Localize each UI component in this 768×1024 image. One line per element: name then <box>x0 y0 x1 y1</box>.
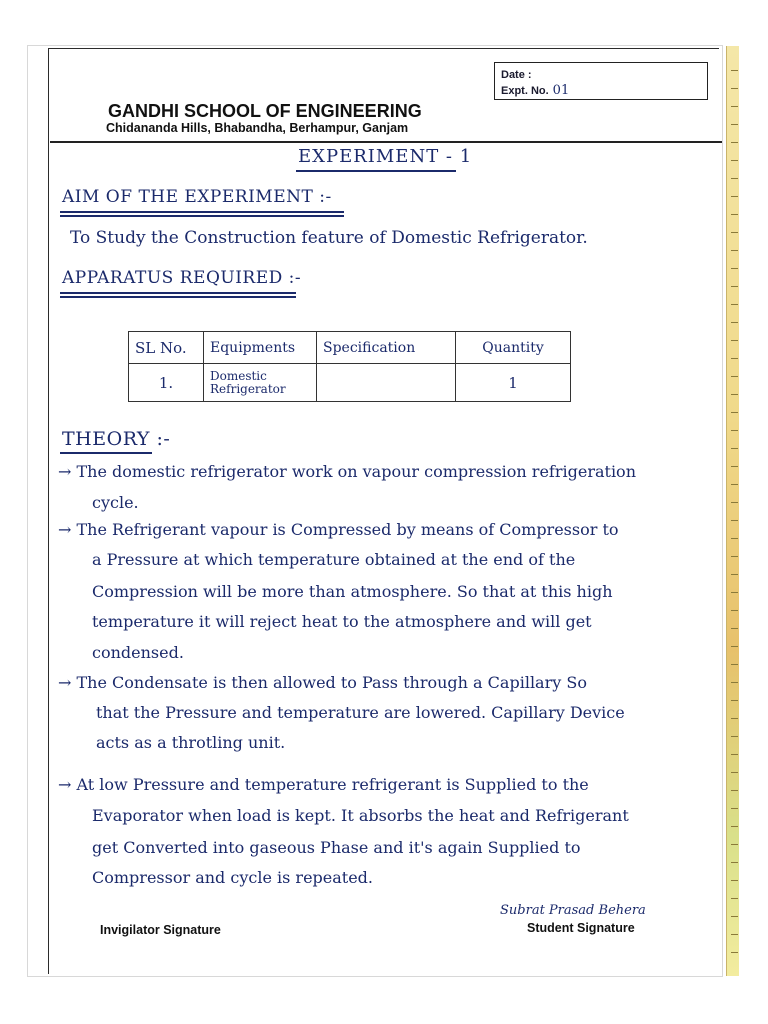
table-header-quantity: Quantity <box>456 332 571 364</box>
edge-tick <box>731 304 738 305</box>
table-row <box>129 364 571 402</box>
theory-line: → At low Pressure and temperature refrigerant is Supplied to the <box>58 775 589 794</box>
edge-tick <box>731 268 738 269</box>
edge-tick <box>731 286 738 287</box>
table-cell-quantity: 1 <box>456 364 571 402</box>
theory-line: → The Condensate is then allowed to Pass through a Capillary So <box>58 673 587 692</box>
edge-tick <box>731 772 738 773</box>
edge-tick <box>731 700 738 701</box>
experiment-title-underline <box>296 170 456 172</box>
theory-line: that the Pressure and temperature are lowered. Capillary Device <box>96 703 625 722</box>
edge-tick <box>731 538 738 539</box>
table-cell-sl: 1. <box>129 364 204 402</box>
theory-line: temperature it will reject heat to the atmosphere and will get <box>92 612 592 631</box>
edge-tick <box>731 160 738 161</box>
school-address: Chidananda Hills, Bhabandha, Berhampur, Ganjam <box>106 121 409 135</box>
theory-line: Evaporator when load is kept. It absorbs the heat and Refrigerant <box>92 806 629 825</box>
table-cell-specification <box>317 364 456 402</box>
invigilator-signature-label: Invigilator Signature <box>100 923 221 937</box>
edge-tick <box>731 106 738 107</box>
edge-tick <box>731 934 738 935</box>
edge-tick <box>731 322 738 323</box>
edge-tick <box>731 358 738 359</box>
edge-tick <box>731 592 738 593</box>
edge-tick <box>731 232 738 233</box>
theory-line: Compression will be more than atmosphere. So that at this high <box>92 582 613 601</box>
edge-tick <box>731 376 738 377</box>
edge-tick <box>731 736 738 737</box>
edge-tick <box>731 628 738 629</box>
header-rule <box>50 141 722 143</box>
edge-tick <box>731 718 738 719</box>
edge-tick <box>731 664 738 665</box>
apparatus-table <box>128 331 571 402</box>
edge-tick <box>731 880 738 881</box>
edge-tick <box>731 682 738 683</box>
date-label: Date : <box>501 69 532 81</box>
edge-tick <box>731 574 738 575</box>
edge-tick <box>731 646 738 647</box>
edge-tick <box>731 430 738 431</box>
theory-line: cycle. <box>92 493 139 512</box>
edge-tick <box>731 502 738 503</box>
edge-tick <box>731 952 738 953</box>
expt-value: 01 <box>552 83 570 98</box>
student-signature: Subrat Prasad Behera <box>500 903 646 918</box>
theory-line: Compressor and cycle is repeated. <box>92 868 374 887</box>
apparatus-heading-underline-2 <box>60 296 296 298</box>
aim-heading-underline <box>60 211 344 213</box>
theory-line: condensed. <box>92 643 184 662</box>
edge-tick <box>731 394 738 395</box>
edge-tick <box>731 88 738 89</box>
theory-line: → The domestic refrigerator work on vapour compression refrigeration <box>58 462 636 481</box>
page-edge-strip <box>726 46 739 976</box>
edge-tick <box>731 898 738 899</box>
edge-tick <box>731 466 738 467</box>
apparatus-heading-underline <box>60 292 296 294</box>
aim-text: To Study the Construction feature of Domestic Refrigerator. <box>70 228 588 248</box>
theory-heading-underline <box>60 452 152 454</box>
table-header-equipments: Equipments <box>204 332 317 364</box>
table-header-row <box>129 332 571 364</box>
apparatus-heading: APPARATUS REQUIRED :- <box>62 268 302 288</box>
edge-tick <box>731 808 738 809</box>
theory-line: → The Refrigerant vapour is Compressed by means of Compressor to <box>58 520 619 539</box>
edge-tick <box>731 412 738 413</box>
theory-line: acts as a throtling unit. <box>96 733 286 752</box>
experiment-title: EXPERIMENT - 1 <box>298 146 473 167</box>
edge-tick <box>731 556 738 557</box>
aim-heading-underline-2 <box>60 215 344 217</box>
edge-tick <box>731 826 738 827</box>
edge-tick <box>731 916 738 917</box>
edge-tick <box>731 448 738 449</box>
edge-tick <box>731 844 738 845</box>
date-expt-box <box>494 62 708 100</box>
table-header-sl: SL No. <box>129 332 204 364</box>
edge-tick <box>731 124 738 125</box>
edge-tick <box>731 70 738 71</box>
edge-tick <box>731 250 738 251</box>
edge-tick <box>731 340 738 341</box>
table-cell-equipment: Domestic Refrigerator <box>204 364 317 402</box>
school-name: GANDHI SCHOOL OF ENGINEERING <box>108 101 422 121</box>
edge-tick <box>731 142 738 143</box>
edge-tick <box>731 754 738 755</box>
edge-tick <box>731 484 738 485</box>
theory-heading: THEORY :- <box>62 428 171 450</box>
edge-tick <box>731 196 738 197</box>
student-signature-label: Student Signature <box>527 921 635 935</box>
edge-tick <box>731 790 738 791</box>
edge-tick <box>731 178 738 179</box>
edge-tick <box>731 862 738 863</box>
theory-line: a Pressure at which temperature obtained at the end of the <box>92 550 576 569</box>
theory-line: get Converted into gaseous Phase and it's again Supplied to <box>92 838 581 857</box>
edge-tick <box>731 520 738 521</box>
aim-heading: AIM OF THE EXPERIMENT :- <box>62 187 332 207</box>
expt-label: Expt. No. <box>501 85 549 97</box>
edge-tick <box>731 214 738 215</box>
table-header-specification: Specification <box>317 332 456 364</box>
edge-tick <box>731 610 738 611</box>
